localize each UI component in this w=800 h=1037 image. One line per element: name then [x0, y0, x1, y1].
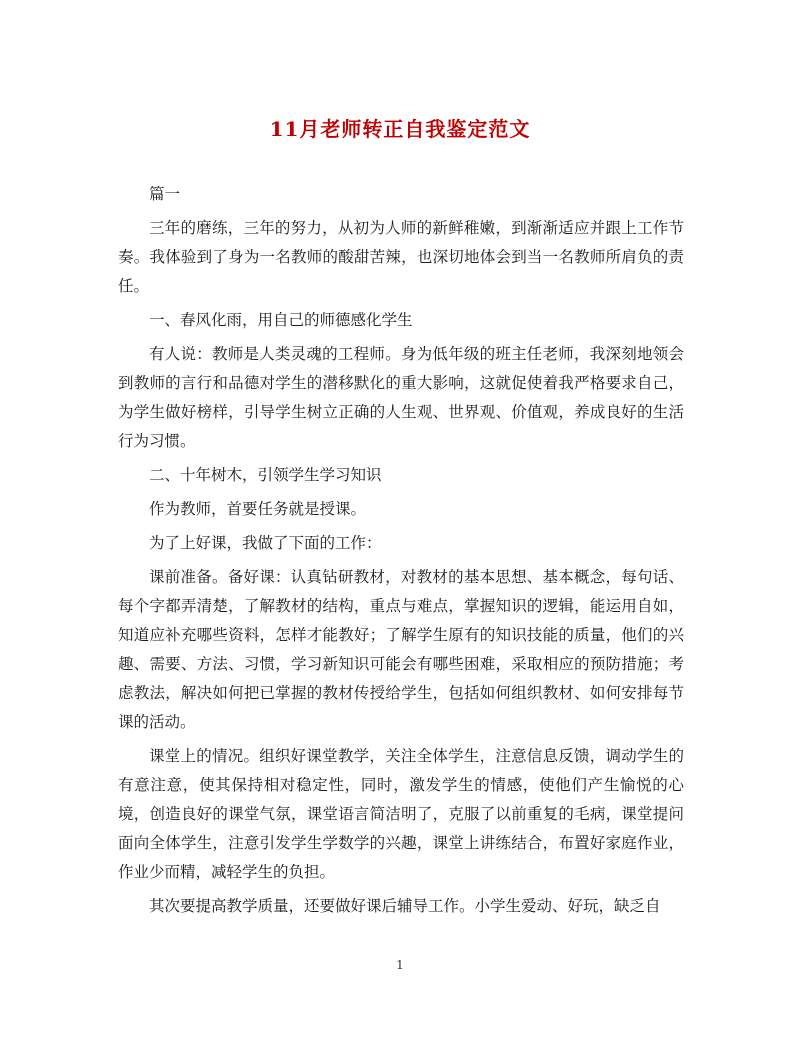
paragraph-after-class: 其次要提高教学质量，还要做好课后辅导工作。小学生爱动、好玩，缺乏自	[149, 897, 661, 915]
paragraph-lesson-prep: 课前准备。备好课：认真钻研教材，对教材的基本思想、基本概念，每句话、每个字都弄清楚，了解教材的结构，重点与难点，掌握知识的逻辑，能运用自如，知道应补充哪些资料，怎样才能教好；了解学生原有的知识技能的质量，他们的兴趣、需要、方法、习惯，学习新知识可能会有哪些困难，采取相应的预防措施；考虑教法，解决如何把已掌握的教材传授给学生，包括如何组织教材、如何安排每节课的活动。	[118, 568, 684, 731]
heading-section-two: 二、十年树木，引领学生学习知识	[149, 466, 382, 484]
paragraph-classroom: 课堂上的情况。组织好课堂教学，关注全体学生，注意信息反馈，调动学生的有意注意，使其保持相对稳定性，同时，激发学生的情感，使他们产生愉悦的心境，创造良好的课堂气氛，课堂语言简洁明了，克服了以前重复的毛病，课堂提问面向全体学生，注意引发学生学数学的兴趣，课堂上讲练结合，布置好家庭作业，作业少而精，减轻学生的负担。	[118, 747, 684, 881]
paragraph-main-task: 作为教师，首要任务就是授课。	[149, 500, 367, 518]
page-number: 1	[396, 958, 404, 972]
paragraph-intro: 三年的磨练，三年的努力，从初为人师的新鲜稚嫩，到渐渐适应并跟上工作节奏。我体验到了身为一名教师的酸甜苦辣，也深切地体会到当一名教师所肩负的责任。	[118, 219, 684, 295]
document-title: 11月老师转正自我鉴定范文	[269, 117, 531, 141]
paragraph-section-label: 篇一	[149, 185, 181, 203]
document-body	[118, 180, 684, 926]
heading-section-one: 一、春风化雨，用自己的师德感化学生	[149, 311, 413, 329]
paragraph-teacher-ethics: 有人说：教师是人类灵魂的工程师。身为低年级的班主任老师，我深刻地领会到教师的言行和品德对学生的潜移默化的重大影响，这就促使着我严格要求自己，为学生做好榜样，引导学生树立正确的人生观、世界观、价值观，养成良好的生活行为习惯。	[118, 345, 684, 450]
paragraph-work-intro: 为了上好课，我做了下面的工作：	[149, 534, 382, 552]
